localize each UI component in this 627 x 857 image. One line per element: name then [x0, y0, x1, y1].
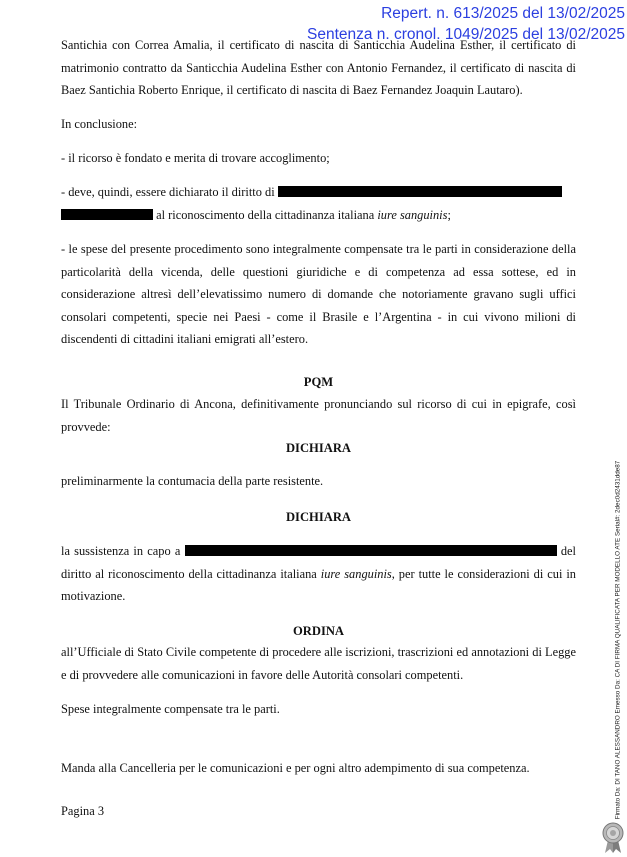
redaction-bar	[61, 209, 153, 220]
ordina-heading: ORDINA	[292, 624, 345, 638]
paragraph-ricorso-fondato: - il ricorso è fondato e merita di trovare accoglimento;	[61, 151, 330, 165]
pqm-heading: PQM	[303, 375, 334, 389]
paragraph-diritto-mid: al riconoscimento della cittadinanza italiana	[156, 207, 375, 222]
paragraph-sussistenza	[61, 540, 576, 608]
paragraph-diritto-start: - deve, quindi, essere dichiarato il diritto di	[61, 185, 275, 199]
seal-ribbon-icon	[602, 822, 624, 854]
paragraph-diritto	[61, 181, 576, 226]
sentenza-stamp: Sentenza n. cronol. 1049/2025 del 13/02/2025	[306, 26, 625, 43]
iure-sanguinis-text: iure sanguinis	[377, 207, 448, 222]
paragraph-sussistenza-start: la sussistenza in capo a	[61, 544, 181, 558]
page-number: Pagina 3	[61, 804, 105, 818]
paragraph-tribunale: Il Tribunale Ordinario di Ancona, definitivamente pronunciando sul ricorso di cui in epigrafe, così provvede:	[61, 397, 576, 434]
paragraph-cancelleria: Manda alla Cancelleria per le comunicazioni e per ogni altro adempimento di sua competenza.	[61, 761, 530, 775]
signature-strip	[612, 460, 624, 820]
paragraph-sussistenza-mid: del diritto al riconoscimento della cittadinanza italiana	[61, 544, 576, 581]
paragraph-ufficiale: all’Ufficiale di Stato Civile competente di procedere alle iscrizioni, trascrizioni ed annotazioni di Legge e di provvedere alle comunicazioni in favore delle Autorità consolari competenti.	[61, 645, 576, 682]
paragraph-certificates: Santichia con Correa Amalia, il certificato di nascita di Santicchia Audelina Esther, il certificato di matrimonio contratto da Santicchia Audelina Esther con Antonio Fernandez, il certificato di nascita di Baez Santichia Roberto Enrique, il certificato di nascita di Baez Fernandez Joaquin Lautaro).	[61, 38, 576, 97]
signature-text: Firmato Da: DI TANO ALESSANDRO Emesso Da: CA DI FIRMA QUALIFICATA PER MODELLO ATE Serial#: 2dec0d2431dde87	[614, 460, 622, 820]
paragraph-spese-compensate: Spese integralmente compensate tra le parti.	[61, 702, 280, 716]
paragraph-diritto-end: ;	[447, 207, 451, 222]
dichiara-heading: DICHIARA	[285, 441, 352, 455]
dichiara-heading-2: DICHIARA	[285, 510, 352, 524]
paragraph-sussistenza-end: , per tutte le considerazioni di cui in motivazione.	[61, 566, 576, 603]
paragraph-conclusion: In conclusione:	[61, 117, 138, 131]
redaction-bar	[185, 545, 557, 556]
repertorio-stamp: Repert. n. 613/2025 del 13/02/2025	[381, 5, 625, 22]
redaction-bar	[278, 186, 562, 197]
paragraph-spese: - le spese del presente procedimento sono integralmente compensate tra le parti in considerazione della particolarità della vicenda, delle questioni giuridiche e di competenza ad essa sottese, ed in considerazione altresì dell’elevatissimo numero di domande che notoriamente gravano sugli uffici consolari competenti, specie nei Paesi - come il Brasile e l’Argentina - in cui vivono milioni di discendenti di cittadini italiani emigrati all’estero.	[61, 242, 576, 346]
iure-sanguinis-text-2: iure sanguinis	[320, 566, 392, 581]
paragraph-contumacia: preliminarmente la contumacia della parte resistente.	[61, 474, 324, 488]
